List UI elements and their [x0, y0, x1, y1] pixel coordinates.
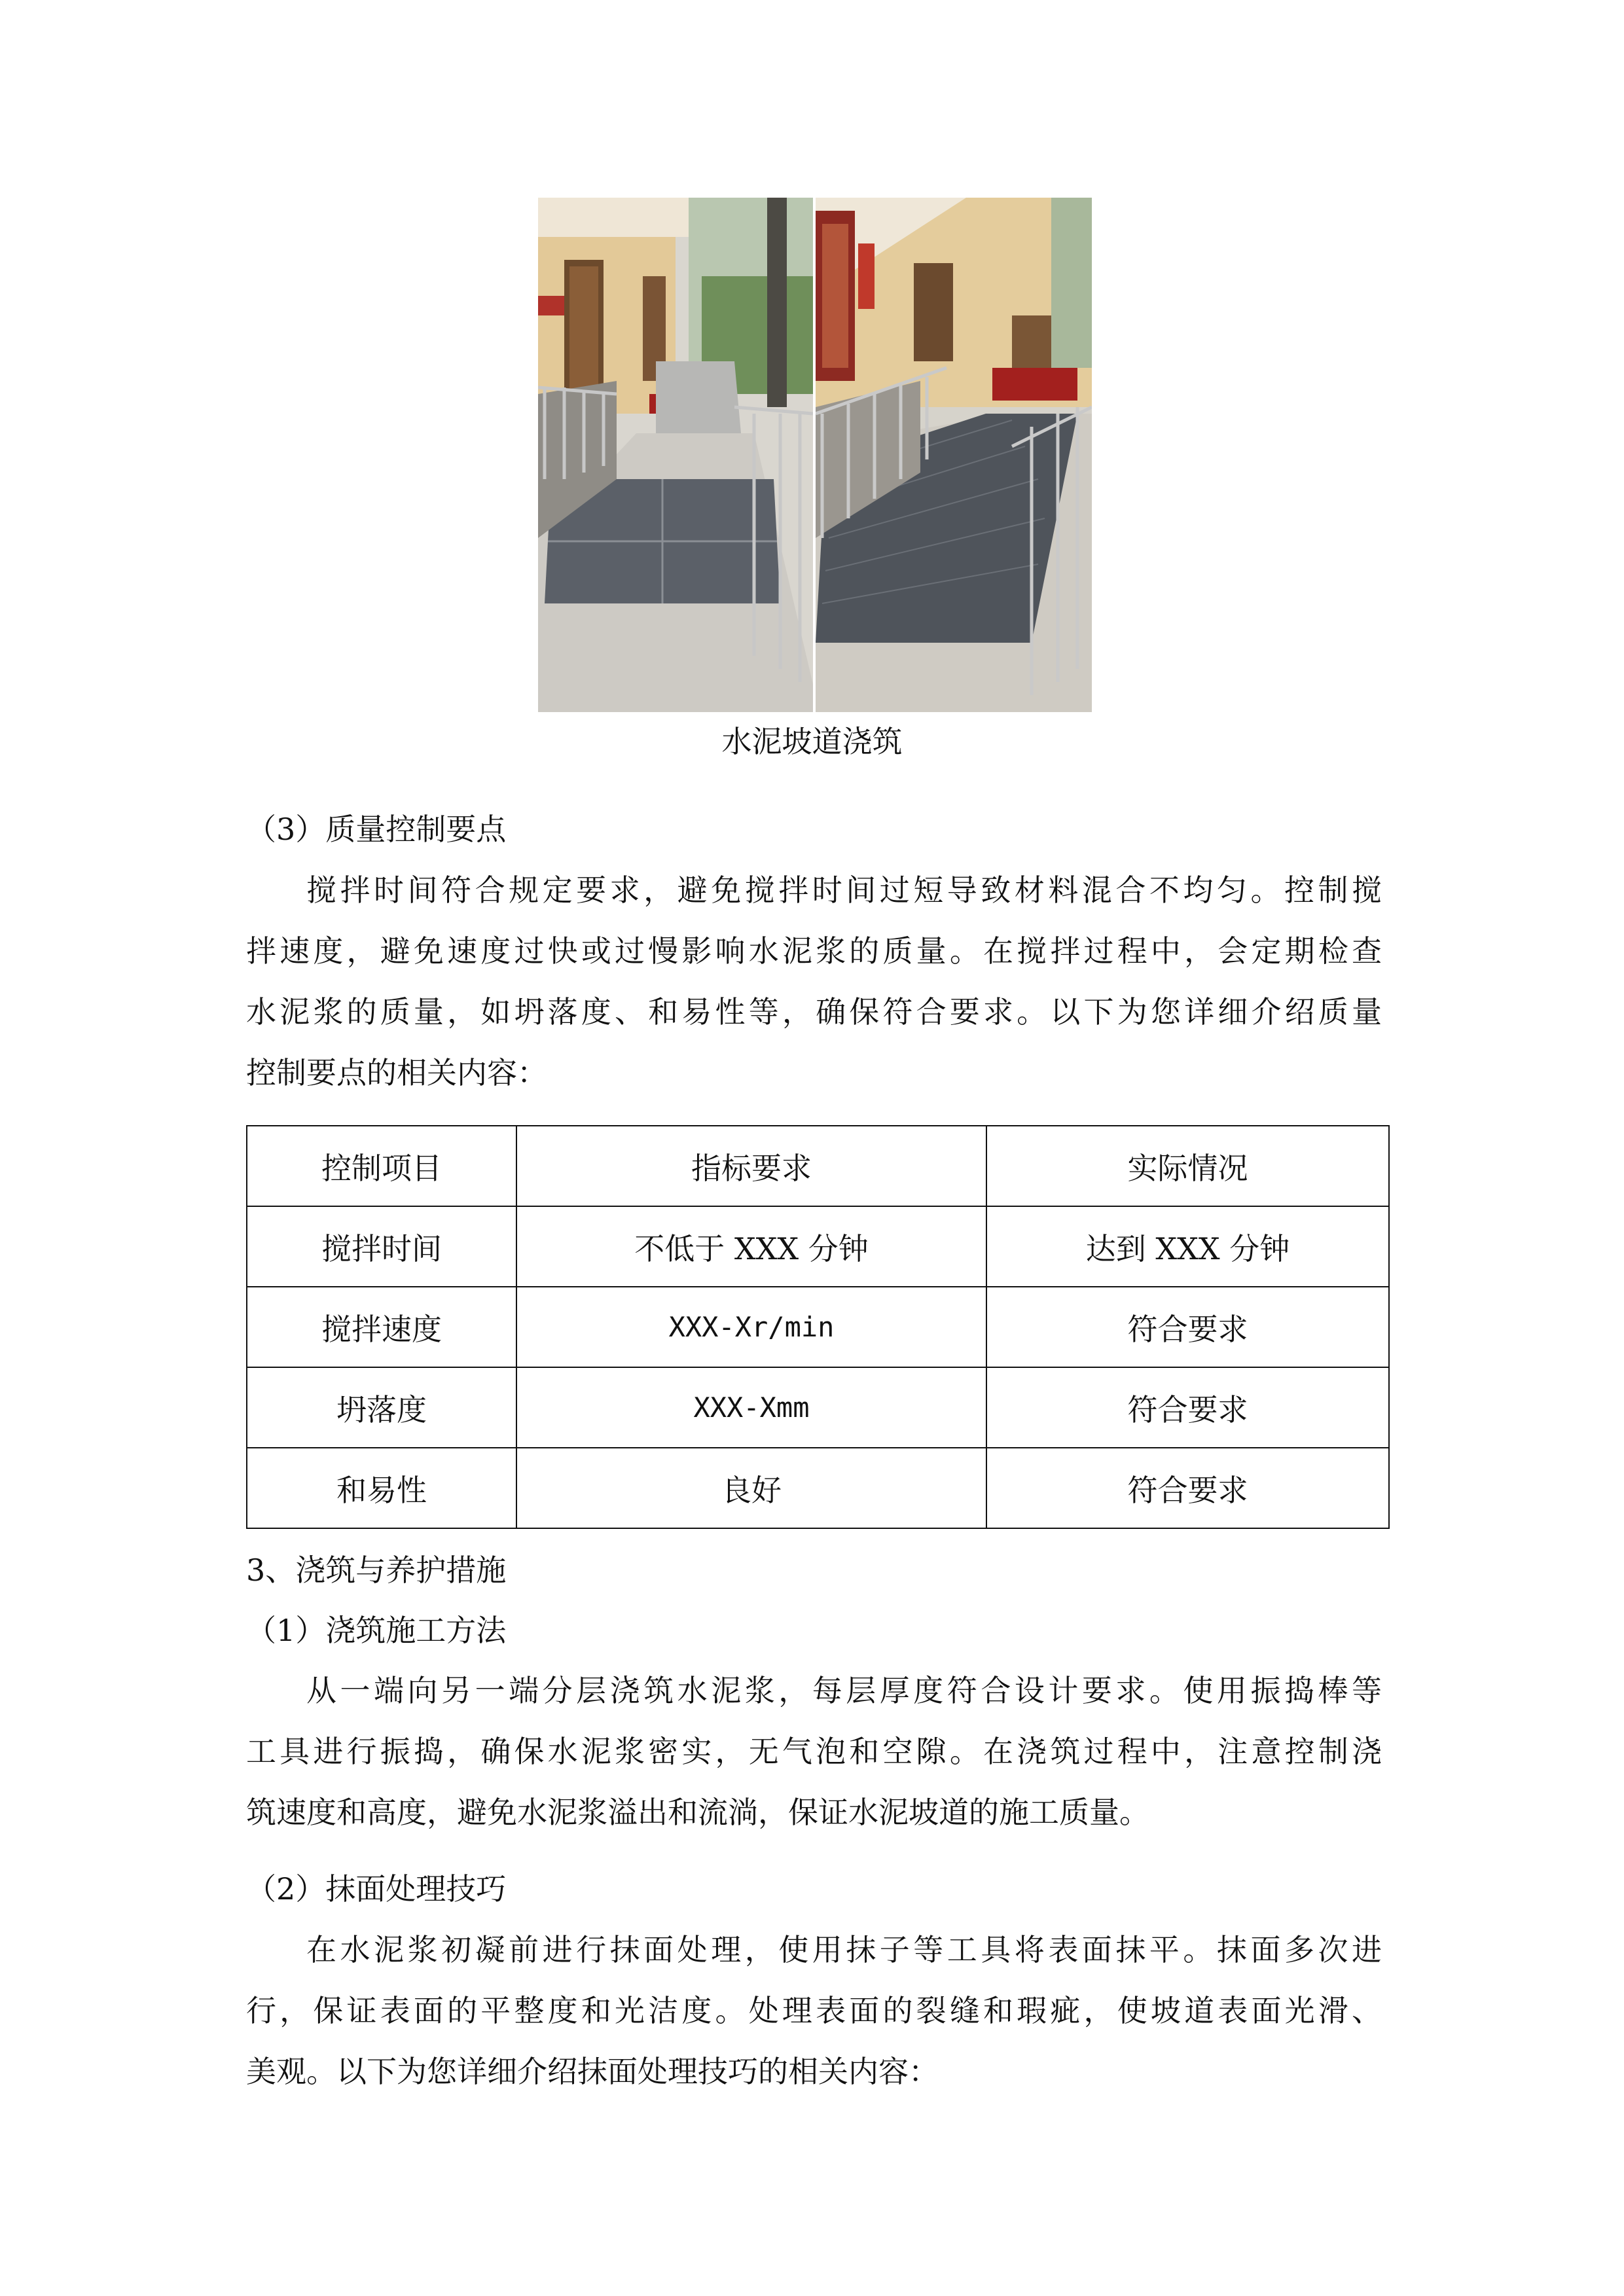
section-heading-quality: （3）质量控制要点 — [246, 812, 507, 847]
paragraph-line: 从一端向另一端分层浇筑水泥浆，每层厚度符合设计要求。使用振捣棒等 — [306, 1673, 1382, 1708]
table-cell: 坍落度 — [247, 1367, 516, 1448]
table-row — [247, 1287, 1389, 1367]
table-cell: XXX-Xmm — [516, 1367, 986, 1448]
table-row — [247, 1448, 1389, 1528]
subsection-heading-method: （1）浇筑施工方法 — [246, 1613, 507, 1648]
paragraph-line: 控制要点的相关内容： — [246, 1055, 547, 1090]
table-cell: 符合要求 — [986, 1448, 1389, 1528]
table-header-cell: 控制项目 — [247, 1126, 516, 1206]
table-cell: 和易性 — [247, 1448, 516, 1528]
ramp-figure — [538, 198, 1092, 712]
paragraph-line: 行，保证表面的平整度和光洁度。处理表面的裂缝和瑕疵，使坡道表面光滑、 — [246, 1993, 1382, 2028]
ramp-photo-right — [816, 198, 1092, 712]
table-cell: 不低于 XXX 分钟 — [516, 1206, 986, 1287]
section-heading-pouring: 3、浇筑与养护措施 — [246, 1552, 507, 1588]
paragraph-line: 筑速度和高度，避免水泥浆溢出和流淌，保证水泥坡道的施工质量。 — [246, 1795, 1149, 1830]
quality-control-table — [246, 1125, 1390, 1529]
table-cell: 达到 XXX 分钟 — [986, 1206, 1389, 1287]
paragraph-line: 搅拌时间符合规定要求，避免搅拌时间过短导致材料混合不均匀。控制搅 — [306, 872, 1382, 908]
table-cell: 良好 — [516, 1448, 986, 1528]
figure-caption: 水泥坡道浇筑 — [721, 724, 903, 759]
paragraph-line: 美观。以下为您详细介绍抹面处理技巧的相关内容： — [246, 2054, 939, 2089]
table-cell: 搅拌速度 — [247, 1287, 516, 1367]
table-cell: 符合要求 — [986, 1287, 1389, 1367]
table-row — [247, 1367, 1389, 1448]
ramp-photo-left — [538, 198, 813, 712]
subsection-heading-troweling: （2）抹面处理技巧 — [246, 1871, 507, 1907]
table-header-cell: 实际情况 — [986, 1126, 1389, 1206]
table-cell: 符合要求 — [986, 1367, 1389, 1448]
paragraph-line: 水泥浆的质量，如坍落度、和易性等，确保符合要求。以下为您详细介绍质量 — [246, 994, 1382, 1030]
table-row — [247, 1206, 1389, 1287]
table-cell: 搅拌时间 — [247, 1206, 516, 1287]
paragraph-line: 在水泥浆初凝前进行抹面处理，使用抹子等工具将表面抹平。抹面多次进 — [306, 1932, 1382, 1967]
table-cell: XXX-Xr/min — [516, 1287, 986, 1367]
paragraph-line: 工具进行振捣，确保水泥浆密实，无气泡和空隙。在浇筑过程中，注意控制浇 — [246, 1734, 1382, 1769]
paragraph-line: 拌速度，避免速度过快或过慢影响水泥浆的质量。在搅拌过程中，会定期检查 — [246, 933, 1382, 969]
table-header-row — [247, 1126, 1389, 1206]
table-header-cell: 指标要求 — [516, 1126, 986, 1206]
